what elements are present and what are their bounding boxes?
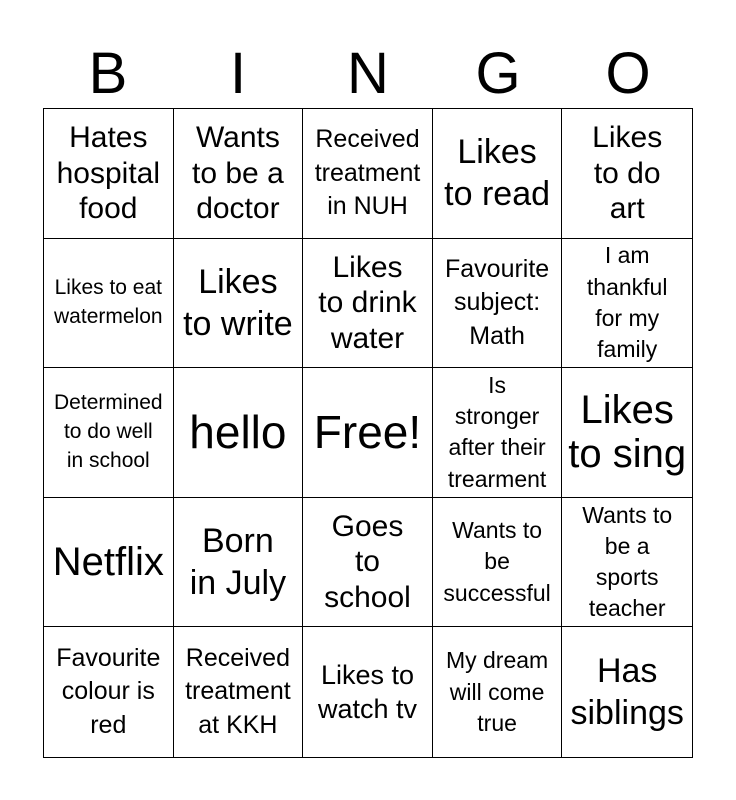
bingo-cell-text: Likes to write bbox=[183, 262, 293, 343]
header-letter-g: G bbox=[475, 41, 521, 106]
bingo-cell-r1c2[interactable] bbox=[174, 109, 304, 239]
bingo-cell-r4c5[interactable] bbox=[562, 498, 692, 628]
header-letter-i: I bbox=[229, 41, 247, 106]
bingo-cell-r1c5[interactable] bbox=[562, 109, 692, 239]
bingo-board bbox=[43, 108, 693, 758]
bingo-cell-text: Hates hospital food bbox=[56, 121, 160, 225]
bingo-cell-text: I am thankful for my family bbox=[586, 242, 668, 363]
bingo-cell-text: Likes to do art bbox=[592, 121, 663, 225]
bingo-cell-r5c3[interactable] bbox=[303, 627, 433, 757]
bingo-cell-r1c3[interactable] bbox=[303, 109, 433, 239]
bingo-cell-text: Wants to be a sports teacher bbox=[582, 501, 673, 622]
bingo-cell-r4c4[interactable] bbox=[433, 498, 563, 628]
bingo-cell-r1c4[interactable] bbox=[433, 109, 563, 239]
header-letter-b: B bbox=[88, 41, 128, 106]
header-letter-n: N bbox=[347, 41, 389, 106]
bingo-cell-text: Wants to be successful bbox=[443, 517, 551, 606]
bingo-cell-text: Free! bbox=[313, 406, 422, 459]
bingo-cell-r4c2[interactable] bbox=[174, 498, 304, 628]
bingo-cell-r2c4[interactable] bbox=[433, 239, 563, 369]
bingo-cell-r3c4[interactable] bbox=[433, 368, 563, 498]
bingo-cell-text: Favourite colour is red bbox=[56, 643, 161, 739]
bingo-cell-r4c1[interactable] bbox=[44, 498, 174, 628]
bingo-cell-text: My dream will come true bbox=[445, 647, 549, 736]
bingo-cell-r3c2[interactable] bbox=[174, 368, 304, 498]
bingo-cell-r2c5[interactable] bbox=[562, 239, 692, 369]
bingo-cell-free[interactable] bbox=[303, 368, 433, 498]
bingo-cell-text: Likes to watch tv bbox=[317, 660, 418, 725]
bingo-cell-r5c1[interactable] bbox=[44, 627, 174, 757]
bingo-cell-text: Born in July bbox=[189, 521, 287, 603]
bingo-cell-r2c2[interactable] bbox=[174, 239, 304, 369]
bingo-cell-text: Likes to drink water bbox=[318, 250, 417, 355]
bingo-cell-r4c3[interactable] bbox=[303, 498, 433, 628]
bingo-cell-text: Has siblings bbox=[570, 652, 684, 733]
bingo-header bbox=[43, 40, 693, 108]
bingo-cell-text: Likes to sing bbox=[568, 388, 687, 477]
bingo-cell-text: hello bbox=[189, 406, 287, 459]
header-letter-o: O bbox=[605, 41, 651, 106]
bingo-cell-r5c5[interactable] bbox=[562, 627, 692, 757]
bingo-cell-r2c1[interactable] bbox=[44, 239, 174, 369]
bingo-cell-r5c4[interactable] bbox=[433, 627, 563, 757]
bingo-cell-text: Goes to school bbox=[324, 510, 411, 614]
bingo-cell-text: Favourite subject: Math bbox=[444, 254, 550, 350]
bingo-cell-text: Likes to eat watermelon bbox=[54, 275, 163, 328]
bingo-cell-text: Likes to read bbox=[444, 133, 551, 214]
bingo-cell-r2c3[interactable] bbox=[303, 239, 433, 369]
bingo-cell-text: Wants to be a doctor bbox=[192, 121, 284, 225]
bingo-cell-text: Is stronger after their trearment bbox=[447, 371, 547, 492]
bingo-cell-r1c1[interactable] bbox=[44, 109, 174, 239]
bingo-cell-text: Received treatment in NUH bbox=[314, 125, 421, 221]
bingo-cell-r3c1[interactable] bbox=[44, 368, 174, 498]
bingo-cell-text: Received treatment at KKH bbox=[185, 643, 291, 739]
bingo-cell-text: Netflix bbox=[52, 540, 164, 585]
bingo-cell-r5c2[interactable] bbox=[174, 627, 304, 757]
bingo-cell-r3c5[interactable] bbox=[562, 368, 692, 498]
bingo-cell-text: Determined to do well in school bbox=[54, 391, 163, 472]
